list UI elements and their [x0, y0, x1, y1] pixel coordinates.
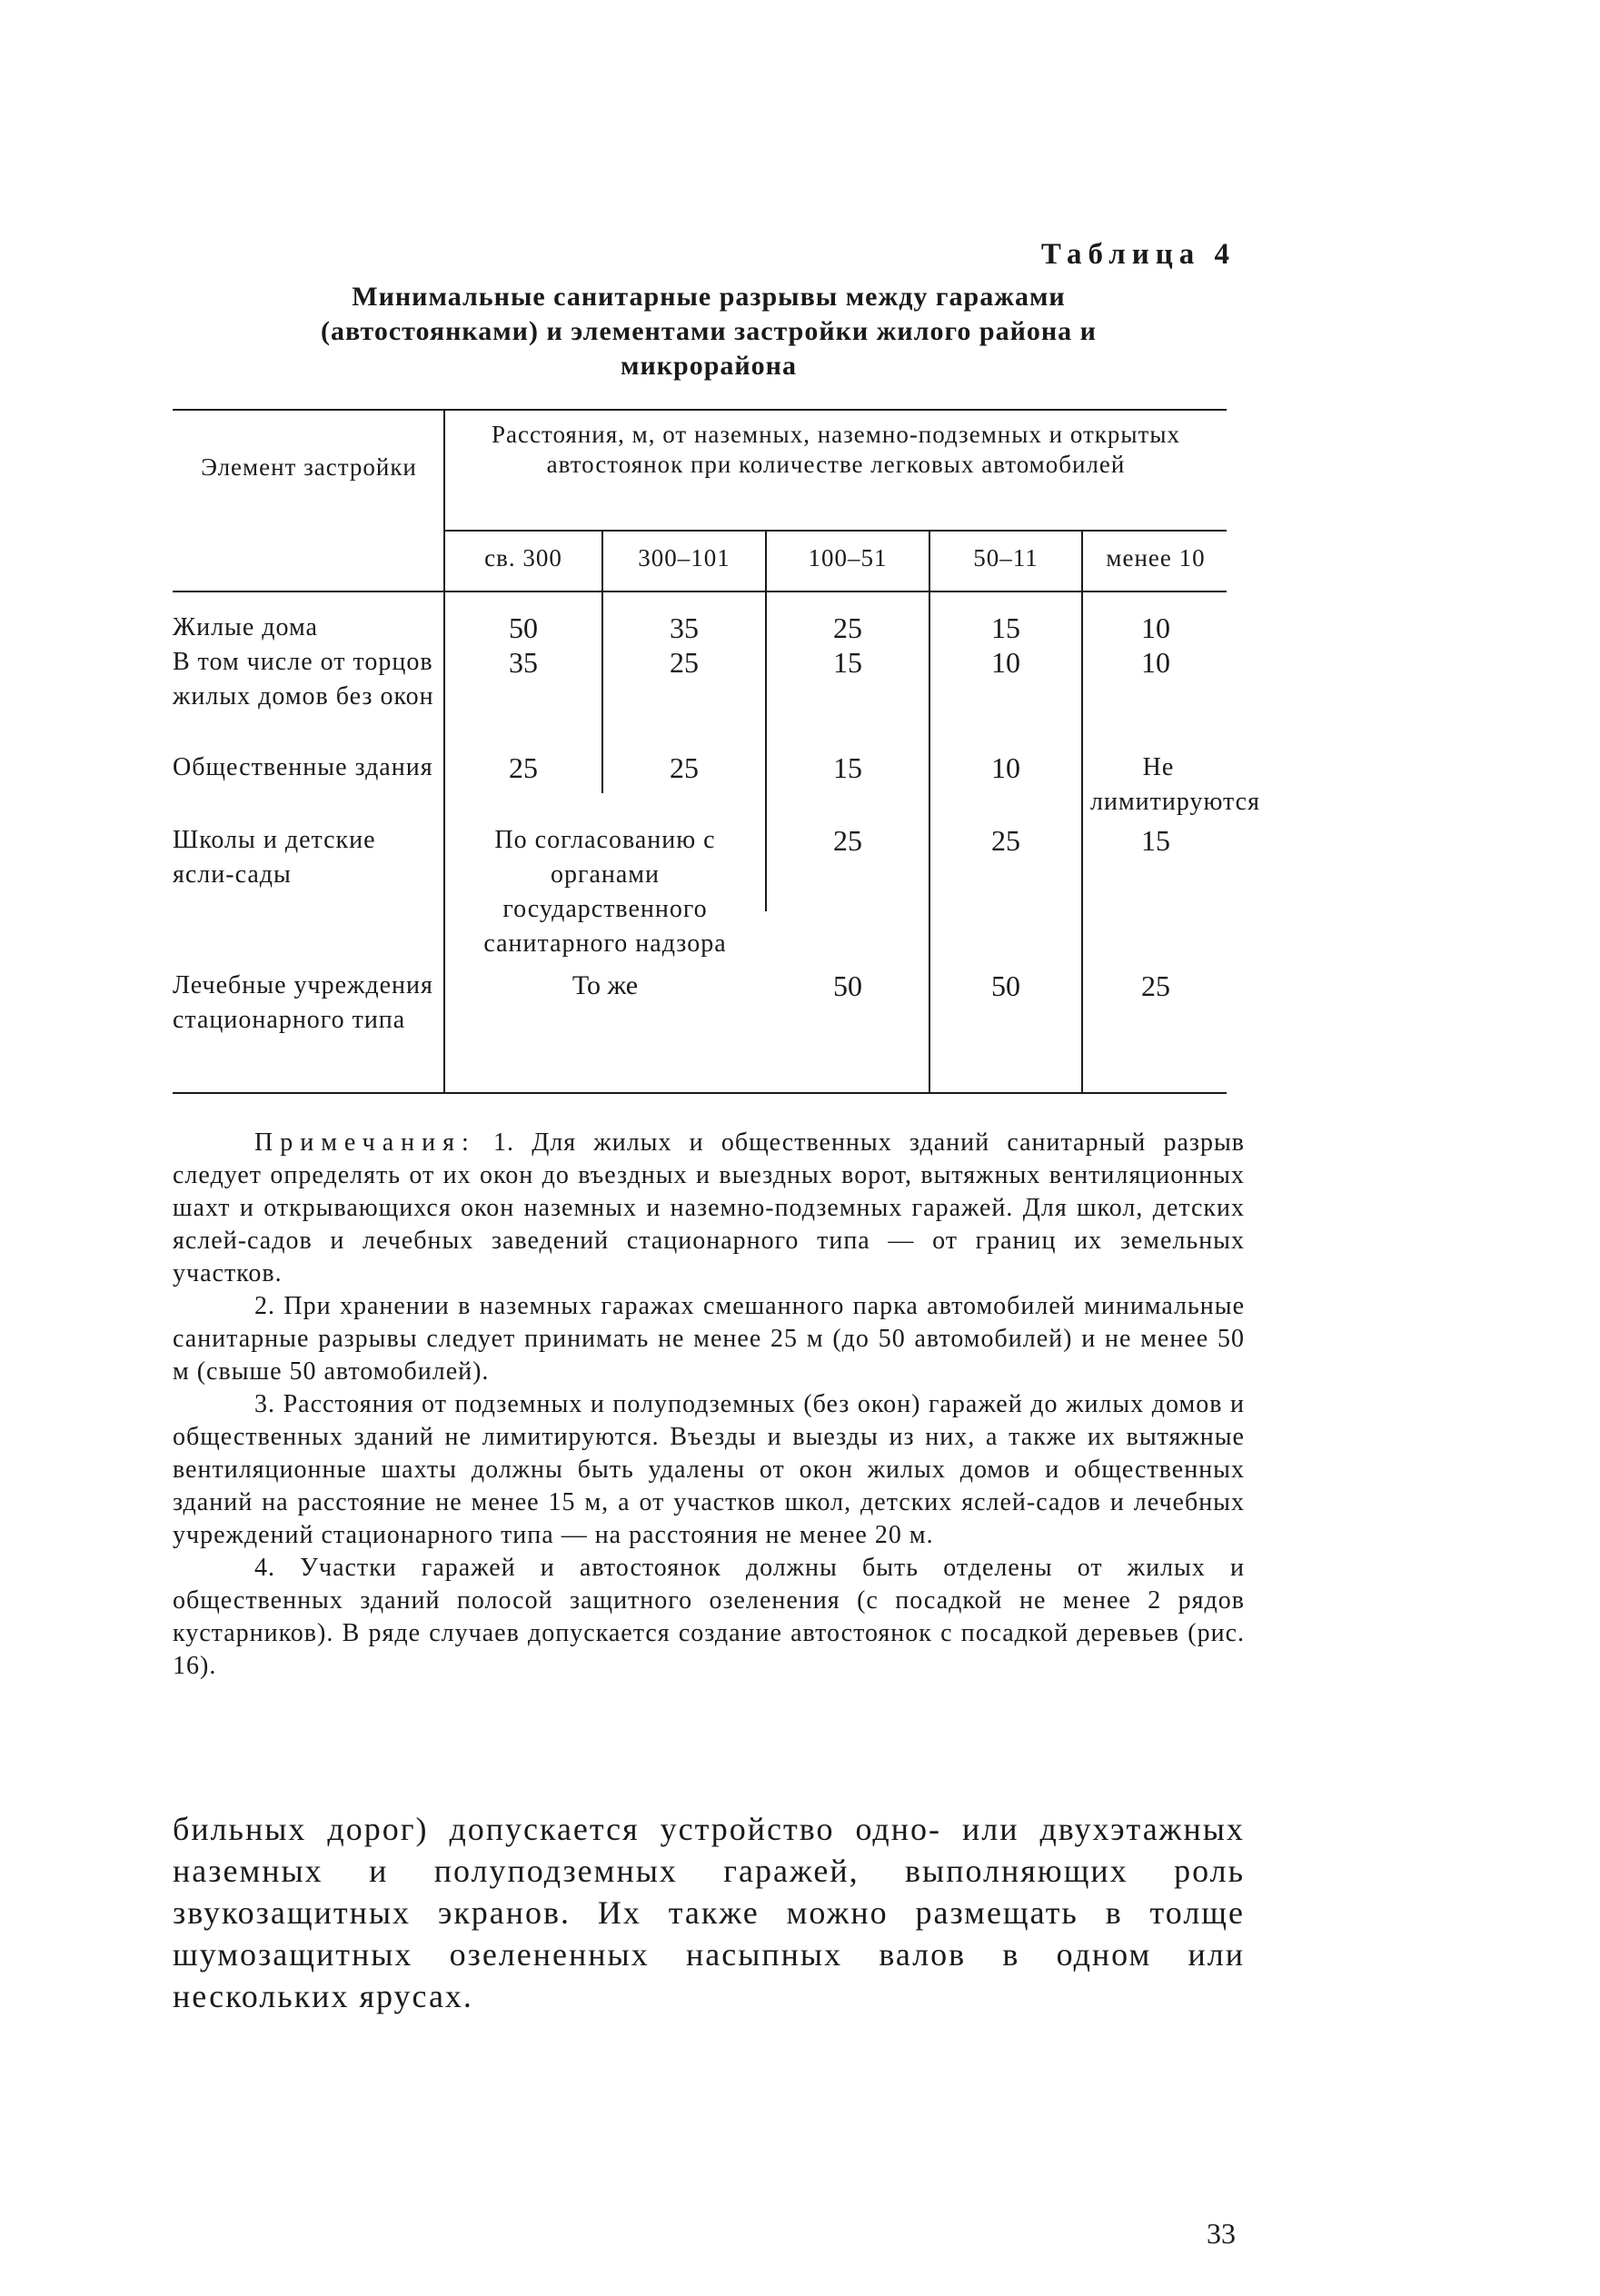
note-3: 3. Расстояния от подземных и полуподземных (без окон) гаражей до жилых домов и общественных зданий не лимитируются. Въезды и выезды из них, а также их вытяжные вентиляционные шахты должны быть удалены от окон жилых домов и общественных зданий на расстояние не менее 15 м, а от участков школ, детских яслей-садов и лечебных учреждений стационарного типа — на расстояния не менее 20 м.: [173, 1390, 1245, 1549]
table-top-rule: [173, 409, 1227, 411]
table-cell: 25: [833, 824, 862, 857]
table-cell: 50: [509, 611, 538, 644]
row-label: Общественные здания: [173, 753, 433, 781]
note-1: [173, 1127, 1245, 1290]
table-cell: 25: [670, 646, 699, 679]
table-cell: 15: [833, 751, 862, 784]
subheader-rule: [445, 530, 1227, 532]
table-cell: 25: [833, 611, 862, 644]
table-cell: 25: [991, 824, 1020, 857]
table-cell: 35: [509, 646, 538, 679]
table-notes: [173, 1127, 1245, 1683]
row-label: В том числе от торцов жилых домов без окон: [173, 648, 434, 711]
table-label: Таблица 4: [1040, 238, 1236, 271]
header-distance: Расстояния, м, от наземных, наземно-подземных и открытых автостоянок при количестве легковых автомобилей: [492, 421, 1180, 478]
subheader-5: менее 10: [1106, 544, 1206, 572]
table-cell: 50: [833, 969, 862, 1002]
table-cell: 10: [1141, 611, 1170, 644]
body-paragraph: бильных дорог) допускается устройство одно- или двухэтажных наземных и полуподземных гаражей, выполняющих роль звукозащитных экранов. Их также можно размещать в толще шумозащитных озелененных насыпных валов в одном или нескольких ярусах.: [173, 1811, 1245, 2014]
table-cell: 15: [833, 646, 862, 679]
table-cell: 10: [1141, 646, 1170, 679]
page-number: 33: [1207, 2217, 1236, 2250]
merged-cell: То же: [571, 970, 639, 1000]
table-cell: 10: [991, 646, 1020, 679]
table-cell: 25: [670, 751, 699, 784]
table-cell: 35: [670, 611, 699, 644]
header-element: Элемент застройки: [201, 453, 417, 481]
table-cell: 15: [991, 611, 1020, 644]
table-cell: 25: [509, 751, 538, 784]
table-bottom-rule: [173, 1092, 1227, 1094]
subheader-4: 50–11: [973, 544, 1039, 572]
table-cell: 25: [1141, 969, 1170, 1002]
merged-cell: По согласованию с органами государственного санитарного надзора: [483, 826, 727, 958]
note-4: 4. Участки гаражей и автостоянок должны быть отделены от жилых и общественных зданий полосой защитного озеленения (с посадкой не менее 2 рядов кустарников). В ряде случаев допускается создание автостоянок с посадкой деревьев (рис. 16).: [173, 1554, 1245, 1680]
notes-lead: Примечания:: [254, 1128, 476, 1157]
row-label: Жилые дома: [173, 613, 318, 641]
note-2: 2. При хранении в наземных гаражах смешанного парка автомобилей минимальные санитарные разрывы следует принимать не менее 25 м (до 50 автомобилей) и не менее 50 м (свыше 50 автомобилей).: [173, 1292, 1245, 1386]
header-bottom-rule: [173, 591, 1227, 592]
note-text: 1. Для жилых и общественных зданий санитарный разрыв следует определять от их окон до въездных и выездных ворот, вытяжных вентиляционных шахт и открывающихся окон наземных и наземно-подземных гаражей. Для школ, детских яслей-садов и лечебных заведений стационарного типа — от границ их земельных участков.: [173, 1128, 1245, 1287]
table-cell: Не лимитируются: [1090, 753, 1260, 816]
table-cell: 15: [1141, 824, 1170, 857]
table-cell: 10: [991, 751, 1020, 784]
row-label: Школы и детские ясли-сады: [173, 826, 376, 889]
table-cell: 50: [991, 969, 1020, 1002]
subheader-1: св. 300: [484, 544, 562, 572]
subheader-2: 300–101: [638, 544, 730, 572]
row-label: Лечебные учреждения стационарного типа: [173, 971, 433, 1034]
table-caption: Минимальные санитарные разрывы между гаражами (автостоянками) и элементами застройки жилого района и микрорайона: [321, 282, 1097, 381]
subheader-3: 100–51: [808, 544, 888, 572]
